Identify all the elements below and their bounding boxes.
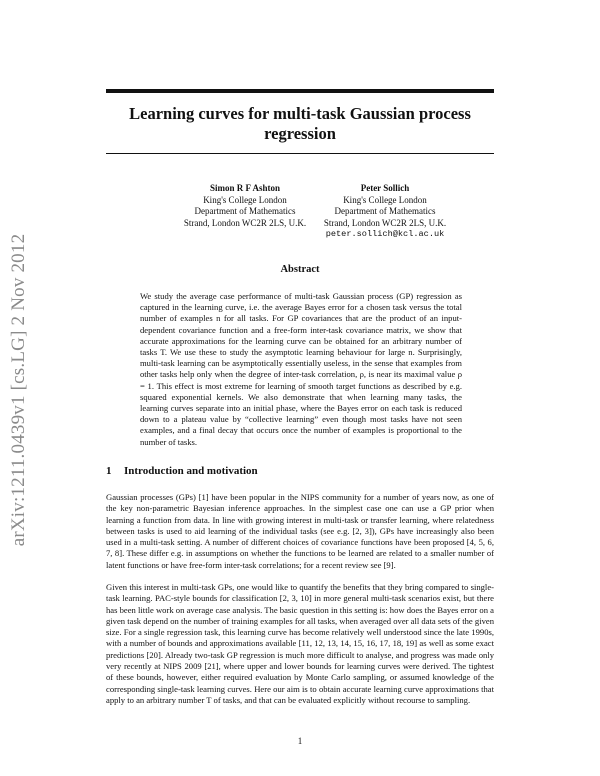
abstract-text: We study the average case performance of multi-task Gaussian process (GP) regression as captured in the learning curve, i.e. the average Bayes error for a chosen task versus the total number of examples n for all tasks. For GP covariances that are the product of an input-dependent covariance function and a free-form inter-task covariance matrix, we show that accurate approximations for the learning curve can be obtained for an arbitrary number of tasks T. We use these to study the asymptotic learning behaviour for large n. Surprisingly, multi-task learning can be asymptotically essentially useless, in the sense that examples from other tasks help only when the degree of inter-task correlation, ρ, is near its maximal value ρ = 1. This effect is most extreme for learning of smooth target functions as described by e.g. squared exponential kernels. We also demonstrate that when learning many tasks, the learning curves separate into an initial phase, where the Bayes error on each task is reduced down to a plateau value by “collective learning” even though most tasks have not seen examples, and a final decay that occurs once the number of examples is proportional to the number of tasks. (140, 291, 462, 447)
author-name: Peter Sollich (360, 183, 410, 193)
author-email[interactable]: peter.sollich@kcl.ac.uk (325, 229, 445, 239)
author-department: Department of Mathematics (194, 206, 296, 216)
author-department: Department of Mathematics (334, 206, 436, 216)
section-heading (106, 465, 258, 477)
title-bottom-rule (106, 153, 494, 154)
arxiv-stamp-text: arXiv:1211.0439v1 [cs.LG] 2 Nov 2012 (8, 233, 29, 547)
body-paragraph-2: Given this interest in multi-task GPs, one would like to quantify the benefits that they bring compared to single-task learning. PAC-style bounds for classification [2, 3, 10] in more general multi-task scenarios exist, but there has been little work on average case analysis. The basic question in this setting is: how does the Bayes error on a given task depend on the number of training examples for all tasks, when averaged over all data sets of the given size. For a single regression task, this learning curve has become relatively well understood since the late 1990s, with a number of bounds and approximations available [11, 12, 13, 14, 15, 16, 17, 18, 19] as well as some exact predictions [20]. Already two-task GP regression is much more difficult to analyse, and progress was made only very recently at NIPS 2009 [21], where upper and lower bounds for learning curves were derived. The tightest of these bounds, however, either required evaluation by Monte Carlo sampling, or assumed knowledge of the corresponding single-task learning curves. Here our aim is to obtain accurate learning curve approximations that apply to an arbitrary number T of tasks, and that can be evaluated explicitly without recourse to sampling. (106, 582, 494, 705)
paper-title: Learning curves for multi-task Gaussian process regression (129, 104, 471, 143)
section-title: Introduction and motivation (124, 465, 258, 477)
abstract-heading: Abstract (280, 264, 320, 275)
section-number: 1 (106, 465, 112, 477)
author-affiliation: King's College London (203, 194, 287, 205)
author-block-2 (290, 183, 480, 241)
title-top-rule (106, 89, 494, 93)
author-address: Strand, London WC2R 2LS, U.K. (323, 217, 447, 228)
page-number: 1 (297, 736, 303, 746)
body-paragraph-1: Gaussian processes (GPs) [1] have been popular in the NIPS community for a number of years now, as one of the key non-parametric Bayesian inference approaches. In the simplest case one can use a GP prior when learning a function from data. In line with growing interest in multi-task or transfer learning, where relatedness between tasks is used to aid learning of the individual tasks (see e.g. [2, 3]), GPs have increasingly also been used in a multi-task setting. A number of different choices of covariance functions have been proposed [4, 5, 6, 7, 8]. These differ e.g. in assumptions on whether the functions to be learned are related to a smaller number of latent functions or have free-form inter-task correlations; for a recent review see [9]. (106, 492, 494, 570)
author-affiliation: King's College London (343, 194, 427, 205)
author-address: Strand, London WC2R 2LS, U.K. (183, 217, 307, 228)
author-name: Simon R F Ashton (210, 183, 280, 193)
